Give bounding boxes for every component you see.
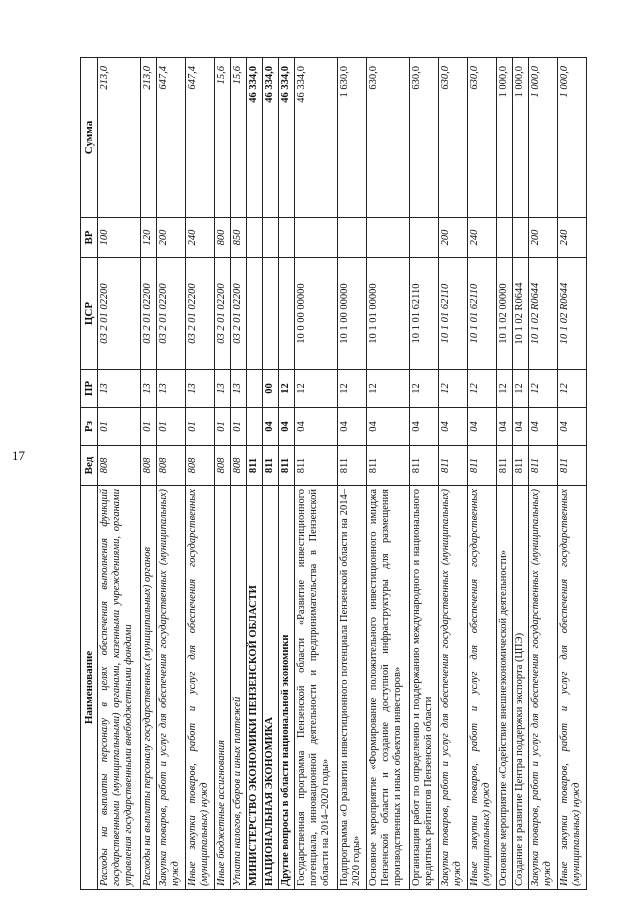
cell-vr: 100 (98, 218, 141, 258)
cell-name: Закупка товаров, работ и услуг для обеспечения государственных (муниципальных) нужд (439, 486, 468, 890)
cell-rz (247, 408, 263, 446)
budget-table (80, 57, 587, 890)
cell-pr: 12 (338, 370, 367, 408)
cell-ved: 808 (141, 446, 157, 486)
table-row (215, 58, 231, 890)
cell-sum: 630,0 (410, 58, 439, 218)
cell-pr: 12 (279, 370, 295, 408)
cell-ved: 811 (497, 446, 513, 486)
cell-name: Закупка товаров, работ и услуг для обеспечения государственных (муниципальных) нужд (157, 486, 186, 890)
cell-csr: 10 0 00 00000 (295, 258, 338, 370)
cell-csr: 03 2 01 02200 (186, 258, 215, 370)
cell-ved: 811 (410, 446, 439, 486)
cell-sum: 213,0 (141, 58, 157, 218)
cell-pr: 13 (98, 370, 141, 408)
cell-name: МИНИСТЕРСТВО ЭКОНОМИКИ ПЕНЗЕНСКОЙ ОБЛАСТИ (247, 486, 263, 890)
cell-ved: 811 (263, 446, 279, 486)
cell-rz: 01 (157, 408, 186, 446)
cell-rz: 01 (141, 408, 157, 446)
cell-pr: 12 (513, 370, 529, 408)
cell-rz: 01 (186, 408, 215, 446)
cell-pr: 13 (157, 370, 186, 408)
cell-vr (367, 218, 410, 258)
cell-pr: 12 (439, 370, 468, 408)
cell-ved: 811 (295, 446, 338, 486)
header-ved: Вед (81, 446, 98, 486)
cell-pr: 12 (367, 370, 410, 408)
table-row (338, 58, 367, 890)
page-number: 17 (12, 448, 25, 463)
cell-rz: 04 (367, 408, 410, 446)
cell-ved: 808 (98, 446, 141, 486)
cell-rz: 04 (529, 408, 558, 446)
table-row (439, 58, 468, 890)
table-row (247, 58, 263, 890)
header-sum: Сумма (81, 58, 98, 218)
cell-ved: 811 (279, 446, 295, 486)
cell-ved: 808 (231, 446, 247, 486)
cell-name: Создание и развитие Центра поддержки экспорта (ЦПЭ) (513, 486, 529, 890)
cell-csr: 10 1 02 00000 (497, 258, 513, 370)
cell-csr: 10 1 01 62110 (410, 258, 439, 370)
cell-name: Государственная программа Пензенской области «Развитие инвестиционного потенциала, инновационной деятельности и предпринимательства в Пензенской области на 2014–2020 годы» (295, 486, 338, 890)
cell-vr (279, 218, 295, 258)
cell-ved: 811 (367, 446, 410, 486)
table-row (98, 58, 141, 890)
table-row (410, 58, 439, 890)
header-rz: Рз (81, 408, 98, 446)
cell-vr (295, 218, 338, 258)
cell-pr: 12 (497, 370, 513, 408)
table-row (513, 58, 529, 890)
cell-pr: 12 (410, 370, 439, 408)
table-row (141, 58, 157, 890)
cell-csr: 10 1 01 62110 (439, 258, 468, 370)
cell-sum: 1 630,0 (338, 58, 367, 218)
cell-sum: 15,6 (231, 58, 247, 218)
table-row (367, 58, 410, 890)
cell-rz: 04 (497, 408, 513, 446)
cell-ved: 811 (338, 446, 367, 486)
cell-csr (263, 258, 279, 370)
cell-ved: 811 (439, 446, 468, 486)
cell-vr: 200 (529, 218, 558, 258)
cell-sum: 15,6 (215, 58, 231, 218)
cell-pr: 13 (186, 370, 215, 408)
cell-name: Расходы на выплаты персоналу государственных (муниципальных) органов (141, 486, 157, 890)
cell-vr (513, 218, 529, 258)
table-row (186, 58, 215, 890)
cell-sum: 630,0 (439, 58, 468, 218)
cell-name: Закупка товаров, работ и услуг для обеспечения государственных (муниципальных) нужд (529, 486, 558, 890)
cell-rz: 04 (513, 408, 529, 446)
table-row (468, 58, 497, 890)
table-row (157, 58, 186, 890)
cell-sum: 1 000,0 (497, 58, 513, 218)
cell-name: Основное мероприятие «Формирование положительного инвестиционного имиджа Пензенской области и создание доступной инфраструктуры для размещения производственных и иных объектов инвесторов» (367, 486, 410, 890)
cell-ved: 808 (157, 446, 186, 486)
table-body (98, 58, 587, 890)
header-vr: ВР (81, 218, 98, 258)
cell-sum: 46 334,0 (279, 58, 295, 218)
cell-csr: 10 1 00 00000 (338, 258, 367, 370)
cell-csr: 03 2 01 02200 (215, 258, 231, 370)
header-name: Наименование (81, 486, 98, 890)
cell-sum: 1 000,0 (529, 58, 558, 218)
cell-csr: 03 2 01 02200 (141, 258, 157, 370)
cell-sum: 1 000,0 (558, 58, 587, 218)
cell-name: Расходы на выплаты персоналу в целях обеспечения выполнения функций государственными (муниципальными) органами, казенными учреждениями, органами управления государственными внебюджетными фондами (98, 486, 141, 890)
cell-name: Основное мероприятие «Содействие внешнеэкономической деятельности» (497, 486, 513, 890)
cell-sum: 630,0 (468, 58, 497, 218)
cell-sum: 647,4 (186, 58, 215, 218)
table-row (558, 58, 587, 890)
cell-ved: 811 (247, 446, 263, 486)
cell-pr: 13 (215, 370, 231, 408)
cell-name: Иные бюджетные ассигнования (215, 486, 231, 890)
cell-pr: 12 (529, 370, 558, 408)
cell-sum: 46 334,0 (247, 58, 263, 218)
cell-pr: 12 (468, 370, 497, 408)
cell-ved: 811 (558, 446, 587, 486)
cell-csr: 10 1 01 62110 (468, 258, 497, 370)
cell-vr: 240 (558, 218, 587, 258)
cell-sum: 630,0 (367, 58, 410, 218)
cell-rz: 04 (263, 408, 279, 446)
cell-ved: 811 (513, 446, 529, 486)
cell-rz: 04 (439, 408, 468, 446)
rotated-table-container (80, 58, 582, 890)
cell-rz: 04 (410, 408, 439, 446)
cell-vr (247, 218, 263, 258)
table-row (295, 58, 338, 890)
cell-name: Иные закупки товаров, работ и услуг для обеспечения государственных (муниципальных) нужд (558, 486, 587, 890)
table-row (497, 58, 513, 890)
table-header-row (81, 58, 98, 890)
cell-vr: 240 (186, 218, 215, 258)
cell-name: Организация работ по определению и поддержанию международного и национального кредитных рейтингов Пензенской области (410, 486, 439, 890)
cell-name: НАЦИОНАЛЬНАЯ ЭКОНОМИКА (263, 486, 279, 890)
cell-csr: 03 2 01 02200 (98, 258, 141, 370)
cell-pr: 12 (558, 370, 587, 408)
cell-csr: 03 2 01 02200 (231, 258, 247, 370)
cell-csr (247, 258, 263, 370)
cell-rz: 04 (468, 408, 497, 446)
cell-rz: 04 (338, 408, 367, 446)
cell-rz: 01 (215, 408, 231, 446)
cell-csr: 10 1 02 R0644 (558, 258, 587, 370)
cell-csr: 10 1 01 00000 (367, 258, 410, 370)
cell-pr: 00 (263, 370, 279, 408)
cell-rz: 04 (295, 408, 338, 446)
cell-vr (410, 218, 439, 258)
cell-vr: 120 (141, 218, 157, 258)
cell-sum: 647,4 (157, 58, 186, 218)
cell-csr: 10 1 02 R0644 (529, 258, 558, 370)
cell-sum: 1 000,0 (513, 58, 529, 218)
cell-vr: 200 (157, 218, 186, 258)
cell-name: Иные закупки товаров, работ и услуг для обеспечения государственных (муниципальных) нужд (186, 486, 215, 890)
cell-ved: 811 (529, 446, 558, 486)
cell-sum: 46 334,0 (263, 58, 279, 218)
table-row (263, 58, 279, 890)
cell-pr: 13 (231, 370, 247, 408)
cell-pr: 13 (141, 370, 157, 408)
table-row (231, 58, 247, 890)
cell-rz: 01 (231, 408, 247, 446)
cell-ved: 808 (186, 446, 215, 486)
cell-csr: 10 1 02 R0644 (513, 258, 529, 370)
cell-name: Подпрограмма «О развитии инвестиционного потенциала Пензенской области на 2014–2020 годы» (338, 486, 367, 890)
cell-vr: 850 (231, 218, 247, 258)
cell-vr (497, 218, 513, 258)
cell-name: Иные закупки товаров, работ и услуг для обеспечения государственных (муниципальных) нужд (468, 486, 497, 890)
cell-vr (263, 218, 279, 258)
cell-rz: 04 (558, 408, 587, 446)
cell-ved: 808 (215, 446, 231, 486)
cell-pr (247, 370, 263, 408)
cell-vr (338, 218, 367, 258)
cell-pr: 12 (295, 370, 338, 408)
cell-vr: 240 (468, 218, 497, 258)
cell-vr: 200 (439, 218, 468, 258)
cell-ved: 811 (468, 446, 497, 486)
cell-vr: 800 (215, 218, 231, 258)
table-row (279, 58, 295, 890)
table-row (529, 58, 558, 890)
cell-name: Уплата налогов, сборов и иных платежей (231, 486, 247, 890)
cell-rz: 01 (98, 408, 141, 446)
cell-csr (279, 258, 295, 370)
header-pr: ПР (81, 370, 98, 408)
cell-csr: 03 2 01 02200 (157, 258, 186, 370)
cell-rz: 04 (279, 408, 295, 446)
cell-sum: 213,0 (98, 58, 141, 218)
cell-name: Другие вопросы в области национальной экономики (279, 486, 295, 890)
cell-sum: 46 334,0 (295, 58, 338, 218)
header-csr: ЦСР (81, 258, 98, 370)
